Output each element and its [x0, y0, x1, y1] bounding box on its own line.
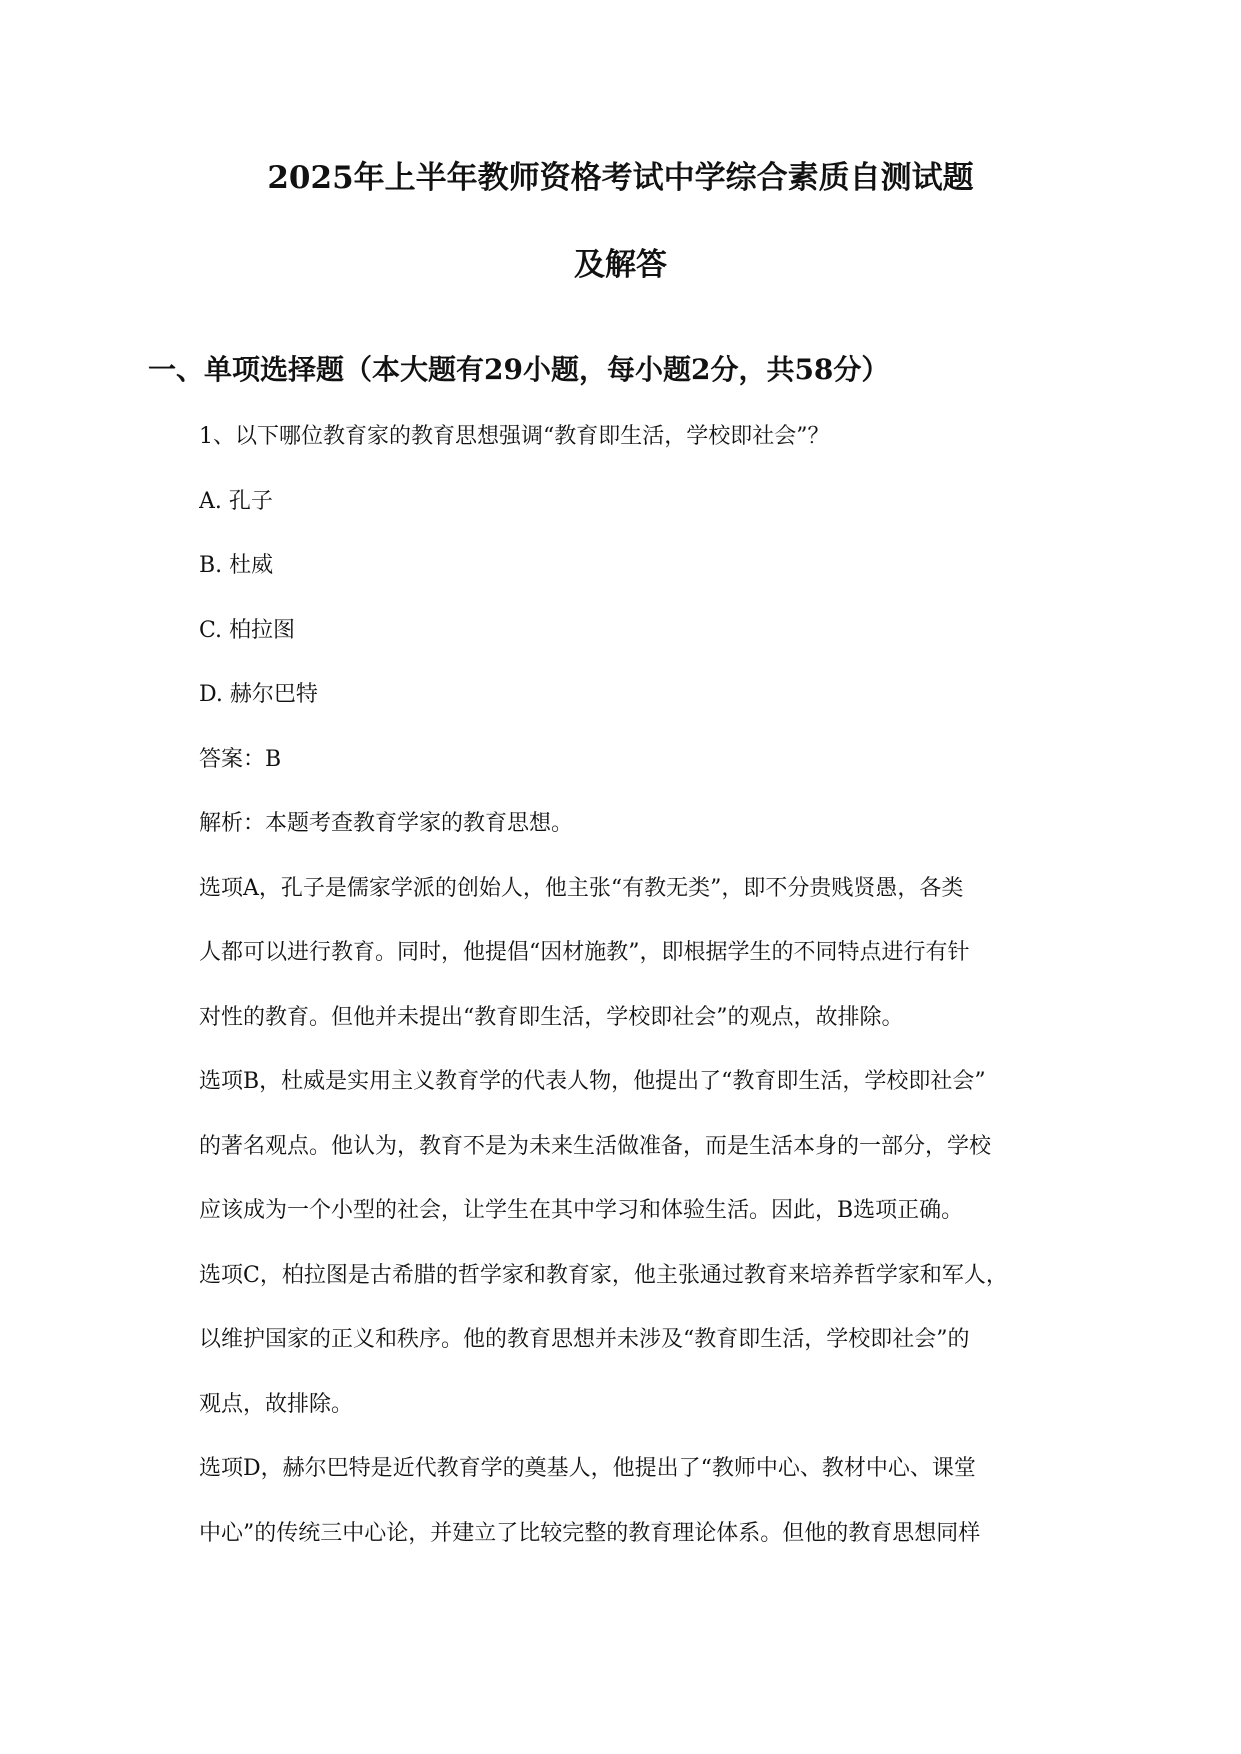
option-c: C. 柏拉图 — [199, 617, 296, 643]
explanation-a — [199, 857, 1079, 1051]
document-title-line-2: 及解答 — [574, 247, 667, 283]
explanation-line: 选项B，杜威是实用主义教育学的代表人物，他提出了“教育即生活，学校即社会” — [199, 1069, 986, 1094]
explanation-line: 选项C，柏拉图是古希腊的哲学家和教育家，他主张通过教育来培养哲学家和军人， — [199, 1262, 1008, 1288]
explanation-c — [199, 1244, 1079, 1438]
analysis-intro: 解析：本题考查教育学家的教育思想。 — [199, 811, 574, 836]
explanation-line: 应该成为一个小型的社会，让学生在其中学习和体验生活。因此，B选项正确。 — [199, 1198, 964, 1223]
option-list — [199, 470, 1079, 728]
explanation-line: 对性的教育。但他并未提出“教育即生活，学校即社会”的观点，故排除。 — [199, 1004, 904, 1030]
document-title-line-1: 2025年上半年教师资格考试中学综合素质自测试题 — [267, 160, 974, 196]
explanation-line: 以维护国家的正义和秩序。他的教育思想并未涉及“教育即生活，学校即社会”的 — [199, 1327, 970, 1352]
question-stem: 1、以下哪位教育家的教育思想强调“教育即生活，学校即社会”？ — [199, 424, 830, 449]
explanation-line: 人都可以进行教育。同时，他提倡“因材施教”，即根据学生的不同特点进行有针 — [199, 940, 970, 965]
explanation-line: 的著名观点。他认为，教育不是为未来生活做准备，而是生活本身的一部分，学校 — [199, 1133, 992, 1159]
explanation-line: 选项A，孔子是儒家学派的创始人，他主张“有教无类”，即不分贵贱贤愚，各类 — [199, 875, 964, 901]
explanation-line: 选项D，赫尔巴特是近代教育学的奠基人，他提出了“教师中心、教材中心、课堂 — [199, 1456, 976, 1481]
section-heading: 一、单项选择题（本大题有29小题，每小题2分，共58分） — [148, 353, 890, 386]
answer: 答案：B — [199, 746, 282, 772]
option-b: B. 杜威 — [199, 553, 274, 578]
explanation-line: 中心”的传统三中心论，并建立了比较完整的教育理论体系。但他的教育思想同样 — [199, 1520, 981, 1546]
option-a: A. 孔子 — [199, 488, 273, 514]
question-1 — [199, 405, 1079, 1566]
option-d: D. 赫尔巴特 — [199, 682, 318, 707]
explanation-line: 观点，故排除。 — [199, 1391, 354, 1417]
explanation-d — [199, 1437, 1079, 1566]
explanation-b — [199, 1050, 1079, 1244]
